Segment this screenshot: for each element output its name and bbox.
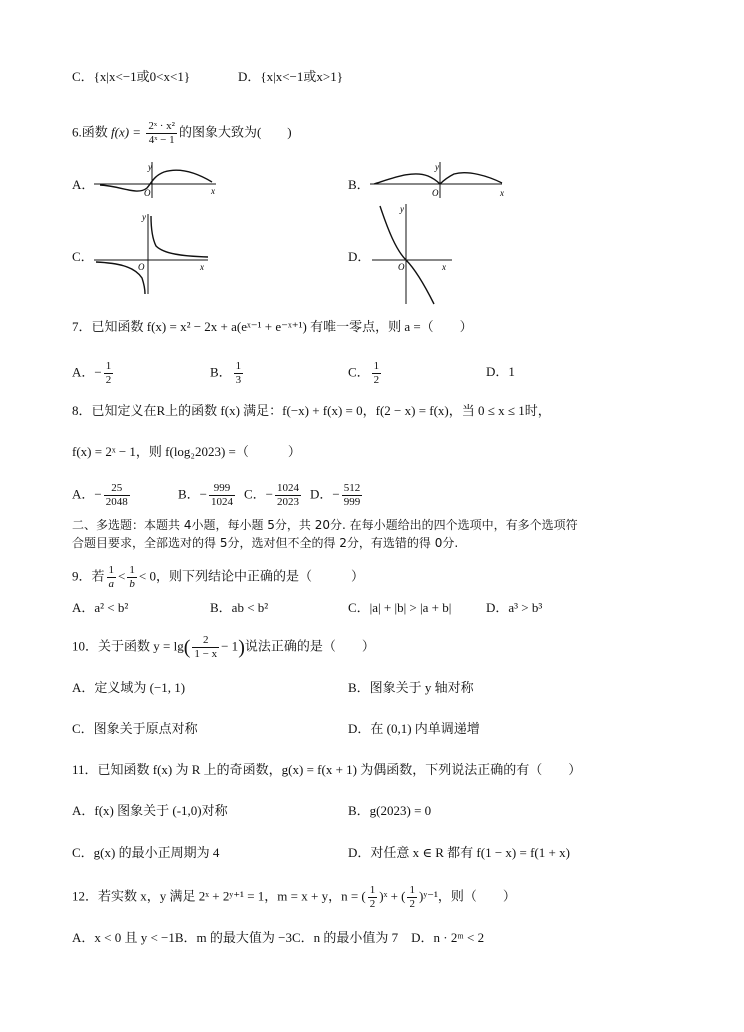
q9-stem bbox=[72, 564, 364, 591]
q8-option-a-num: 25 bbox=[104, 482, 130, 496]
q6-option-b-label: B． bbox=[348, 177, 370, 192]
q6-stem bbox=[72, 120, 292, 147]
q6-graph-c-x-label: x bbox=[200, 262, 204, 272]
q6-fraction bbox=[146, 120, 177, 147]
q7-option-d: D．1 bbox=[486, 364, 515, 379]
q7-option-a bbox=[72, 360, 115, 387]
q8-option-c-label: C．− bbox=[244, 486, 274, 502]
q5-option-d: D．{x|x<−1或x>1} bbox=[238, 69, 343, 84]
q9-option-c: C．|a| + |b| > |a + b| bbox=[348, 600, 452, 615]
q10-option-d: D．在 (0,1) 内单调递增 bbox=[348, 721, 480, 736]
q8-option-c-den: 2023 bbox=[277, 496, 300, 508]
q12-frac2-den: 2 bbox=[409, 898, 415, 910]
q7-option-a-label: A． bbox=[72, 364, 95, 380]
q9-stem-post: < 0，则下列结论中正确的是（ ） bbox=[138, 568, 364, 584]
q7-option-c-label: C． bbox=[348, 364, 370, 380]
q9-frac1-den: a bbox=[108, 578, 115, 590]
q9-option-d: D．a³ > b³ bbox=[486, 600, 543, 615]
q6-graph-a-y-label: y bbox=[148, 162, 152, 172]
q7-option-c bbox=[348, 360, 383, 387]
q12-mid: )ˣ + ( bbox=[379, 888, 406, 904]
q7-option-b-den: 3 bbox=[235, 374, 242, 386]
q11-option-c: C．g(x) 的最小正周期为 4 bbox=[72, 845, 220, 860]
q8-stem-line2: f(x) = 2ˣ − 1，则 f(log₂2023) =（ ） bbox=[72, 444, 301, 459]
q6-graph-b-origin: O bbox=[432, 188, 439, 198]
q11-option-b: B．g(2023) = 0 bbox=[348, 803, 432, 818]
q8-option-b bbox=[178, 482, 237, 509]
q8-option-a-label: A．− bbox=[72, 486, 102, 502]
q6-graph-a-x-label: x bbox=[211, 186, 215, 196]
q6-graph-b-x-label: x bbox=[500, 188, 504, 198]
q11-option-d: D．对任意 x ∈ R 都有 f(1 − x) = f(1 + x) bbox=[348, 845, 570, 860]
q6-graph-c-origin: O bbox=[138, 262, 145, 272]
q8-option-b-num: 999 bbox=[209, 482, 235, 496]
q10-option-c: C．图象关于原点对称 bbox=[72, 721, 198, 736]
q6-graph-d bbox=[368, 200, 458, 306]
q7-option-b-label: B． bbox=[210, 364, 232, 380]
q10-stem-post: 说法正确的是（ ） bbox=[244, 638, 375, 654]
q12-options: A．x < 0 且 y < −1B．m 的最大值为 −3C．n 的最小值为 7 D．n · 2ᵐ < 2 bbox=[72, 930, 485, 945]
section2-line2: 合题目要求，全部选对的得 5分，选对但不全的得 2分，有选错的得 0分. bbox=[72, 536, 459, 550]
q10-frac-den: 1 − x bbox=[194, 648, 218, 660]
q10-stem: 10．关于函数 y = lg( $\frac{2}{1 - x}$ − 1)说法正确的是（ ） bbox=[72, 634, 375, 660]
q9-option-b: B．ab < b² bbox=[210, 600, 269, 615]
q8-option-a bbox=[72, 482, 132, 509]
q12-stem-pre: 12．若实数 x，y 满足 2ˣ + 2ʸ⁺¹ = 1，m = x + y，n = ( bbox=[72, 888, 366, 904]
q6-graph-d-x-label: x bbox=[442, 262, 446, 272]
q6-graph-d-origin: O bbox=[398, 262, 405, 272]
q12-frac1-num: 1 bbox=[369, 884, 376, 896]
q6-graph-b bbox=[368, 158, 508, 200]
q6-denominator: 4ˣ − 1 bbox=[148, 134, 175, 146]
q9-frac1-num: 1 bbox=[108, 564, 115, 576]
q12-stem bbox=[72, 884, 516, 911]
q6-numerator: 2ˣ · x² bbox=[148, 120, 175, 132]
q12-stem-post: )ʸ⁻¹，则（ ） bbox=[418, 888, 516, 904]
q8-option-d-den: 999 bbox=[343, 496, 361, 508]
q11-option-a: A．f(x) 图象关于 (-1,0)对称 bbox=[72, 803, 228, 818]
q7-option-c-den: 2 bbox=[373, 374, 380, 386]
section2-line1: 二、多选题：本题共 4小题，每小题 5分，共 20分. 在每小题给出的四个选项中，有多个选项符 bbox=[72, 518, 578, 532]
q8-option-b-den: 1024 bbox=[211, 496, 234, 508]
q10-tail: − 1 bbox=[221, 638, 239, 654]
q6-graph-c-y-label: y bbox=[142, 212, 146, 222]
q6-graph-a-origin: O bbox=[144, 188, 151, 198]
q7-option-a-sign: − bbox=[94, 364, 102, 380]
q6-graph-c bbox=[92, 208, 212, 296]
q9-lt: < bbox=[118, 568, 126, 584]
q6-option-c-label: C． bbox=[72, 249, 94, 264]
q9-stem-pre: 9．若 bbox=[72, 568, 105, 584]
q10-option-a: A．定义域为 (−1, 1) bbox=[72, 680, 186, 695]
q5-option-c: C．{x|x<−1或0<x<1} bbox=[72, 69, 191, 84]
q7-option-b-num: 1 bbox=[235, 360, 242, 372]
q10-option-b: B．图象关于 y 轴对称 bbox=[348, 680, 474, 695]
q7-option-b bbox=[210, 360, 245, 387]
q8-option-b-label: B．− bbox=[178, 486, 208, 502]
q12-frac2-num: 1 bbox=[409, 884, 415, 896]
q7-option-c-num: 1 bbox=[373, 360, 380, 372]
q7-option-a-num: 1 bbox=[105, 360, 112, 372]
q6-number: 6. bbox=[72, 124, 82, 140]
q9-option-a: A．a² < b² bbox=[72, 600, 129, 615]
q6-graph-d-y-label: y bbox=[400, 204, 404, 214]
q6-option-a-label: A． bbox=[72, 177, 95, 192]
q12-frac1-den: 2 bbox=[369, 898, 376, 910]
q6-graph-a bbox=[92, 158, 222, 200]
q8-option-c bbox=[244, 482, 303, 509]
q10-frac-num: 2 bbox=[192, 634, 219, 648]
q8-option-d-num: 512 bbox=[343, 482, 361, 494]
q10-stem-pre: 10．关于函数 y = lg bbox=[72, 638, 184, 654]
q6-stem-post: 的图象大致为( ) bbox=[178, 124, 292, 140]
q8-option-a-den: 2048 bbox=[105, 496, 128, 508]
q8-option-d-label: D．− bbox=[310, 486, 340, 502]
q6-fx: f(x) = bbox=[111, 124, 142, 140]
q6-option-d-label: D． bbox=[348, 249, 371, 264]
q8-option-d bbox=[310, 482, 364, 509]
q9-frac2-den: b bbox=[129, 578, 135, 590]
q7-option-a-den: 2 bbox=[105, 374, 112, 386]
q6-graph-b-y-label: y bbox=[435, 162, 439, 172]
q9-frac2-num: 1 bbox=[129, 564, 135, 576]
q7-stem: 7．已知函数 f(x) = x² − 2x + a(eˣ⁻¹ + e⁻ˣ⁺¹) 有唯一零点，则 a =（ ） bbox=[72, 319, 473, 334]
q11-stem: 11．已知函数 f(x) 为 R 上的奇函数，g(x) = f(x + 1) 为偶函数，下列说法正确的有（ ） bbox=[72, 762, 582, 777]
q8-option-c-num: 1024 bbox=[277, 482, 300, 494]
q8-stem-line1: 8．已知定义在R上的函数 f(x) 满足：f(−x) + f(x) = 0，f(2 − x) = f(x)，当 0 ≤ x ≤ 1时， bbox=[72, 403, 551, 418]
q6-stem-pre: 函数 bbox=[81, 124, 108, 140]
